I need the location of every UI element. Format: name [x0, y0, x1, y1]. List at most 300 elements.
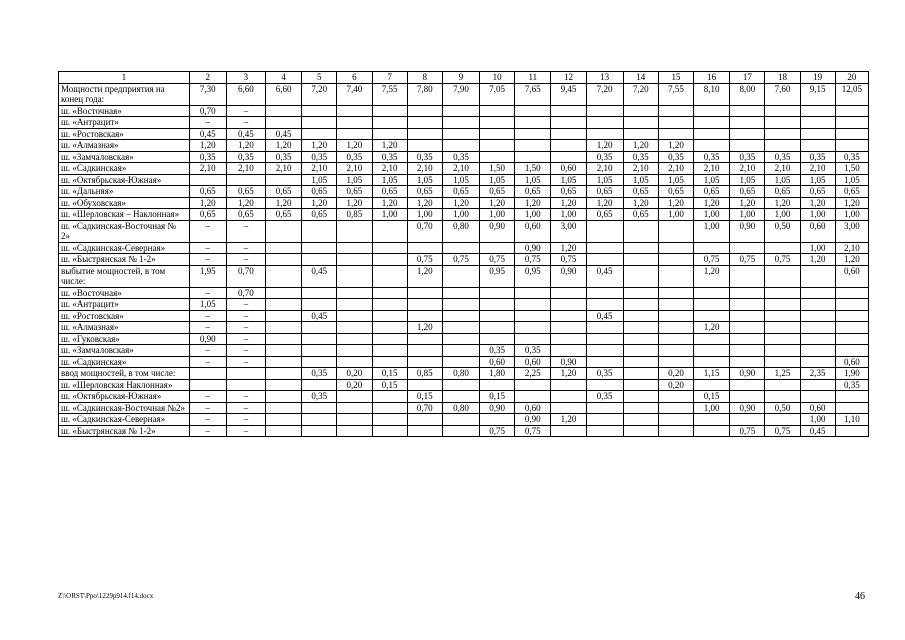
value-cell: [694, 242, 730, 254]
table-row: [59, 140, 869, 152]
row-label: ш. «Алмазная»: [59, 140, 190, 152]
value-cell: 1,20: [551, 242, 586, 254]
value-cell: 0,35: [765, 151, 800, 163]
value-cell: 2,10: [407, 163, 442, 175]
value-cell: [835, 128, 868, 140]
value-cell: 1,20: [480, 197, 515, 209]
value-cell: 7,55: [372, 83, 407, 105]
value-cell: 0,85: [407, 368, 442, 380]
table-row: [59, 197, 869, 209]
value-cell: 1,20: [694, 322, 730, 334]
value-cell: [551, 140, 586, 152]
value-cell: [407, 299, 442, 311]
value-cell: [623, 299, 658, 311]
value-cell: 1,00: [442, 209, 479, 221]
value-cell: [515, 333, 551, 345]
value-cell: 1,05: [694, 174, 730, 186]
value-cell: 0,65: [586, 186, 623, 198]
value-cell: [266, 287, 302, 299]
value-cell: 0,45: [189, 128, 226, 140]
table-row: [59, 265, 869, 287]
value-cell: [551, 345, 586, 357]
value-cell: [266, 333, 302, 345]
value-cell: 0,75: [515, 425, 551, 437]
value-cell: 0,35: [800, 151, 835, 163]
value-cell: 1,20: [694, 265, 730, 287]
value-cell: [337, 322, 372, 334]
value-cell: [800, 117, 835, 129]
value-cell: [694, 333, 730, 345]
value-cell: [372, 322, 407, 334]
value-cell: [765, 265, 800, 287]
value-cell: 0,65: [694, 186, 730, 198]
value-cell: [730, 299, 765, 311]
header-cell: 7: [372, 72, 407, 84]
value-cell: [586, 254, 623, 266]
value-cell: 1,05: [765, 174, 800, 186]
value-cell: 0,65: [515, 186, 551, 198]
value-cell: [302, 379, 337, 391]
value-cell: [730, 345, 765, 357]
value-cell: [480, 128, 515, 140]
value-cell: [730, 333, 765, 345]
value-cell: [623, 425, 658, 437]
value-cell: [266, 105, 302, 117]
value-cell: [337, 310, 372, 322]
header-cell: 8: [407, 72, 442, 84]
value-cell: [302, 345, 337, 357]
value-cell: [515, 299, 551, 311]
value-cell: 0,45: [266, 128, 302, 140]
row-label: ш. «Быстрянская № 1-2»: [59, 425, 190, 437]
value-cell: [515, 391, 551, 403]
value-cell: [337, 287, 372, 299]
value-cell: [372, 254, 407, 266]
value-cell: [480, 310, 515, 322]
value-cell: –: [189, 322, 226, 334]
value-cell: [407, 414, 442, 426]
header-cell: 14: [623, 72, 658, 84]
value-cell: [337, 391, 372, 403]
value-cell: 3,00: [551, 220, 586, 242]
table-row: [59, 254, 869, 266]
value-cell: –: [226, 345, 265, 357]
value-cell: [623, 368, 658, 380]
value-cell: [266, 425, 302, 437]
value-cell: [586, 299, 623, 311]
value-cell: [515, 310, 551, 322]
value-cell: 1,20: [337, 197, 372, 209]
value-cell: 0,45: [302, 265, 337, 287]
row-label: ш. «Дальняя»: [59, 186, 190, 198]
value-cell: [442, 345, 479, 357]
value-cell: 2,10: [765, 163, 800, 175]
table-row: [59, 163, 869, 175]
value-cell: [586, 414, 623, 426]
value-cell: [658, 265, 693, 287]
value-cell: [658, 425, 693, 437]
value-cell: 0,35: [372, 151, 407, 163]
value-cell: [442, 333, 479, 345]
value-cell: [730, 356, 765, 368]
value-cell: [800, 345, 835, 357]
value-cell: 0,65: [302, 209, 337, 221]
value-cell: [765, 117, 800, 129]
value-cell: 1,10: [835, 414, 868, 426]
value-cell: –: [189, 356, 226, 368]
value-cell: [407, 310, 442, 322]
value-cell: 2,25: [515, 368, 551, 380]
value-cell: 1,20: [302, 197, 337, 209]
value-cell: [765, 333, 800, 345]
value-cell: [266, 265, 302, 287]
value-cell: [765, 128, 800, 140]
row-label: ш. «Садкинская-Северная»: [59, 242, 190, 254]
table-row: [59, 220, 869, 242]
value-cell: 0,75: [480, 425, 515, 437]
value-cell: [337, 105, 372, 117]
value-cell: [302, 128, 337, 140]
table-row: [59, 368, 869, 380]
value-cell: [765, 322, 800, 334]
row-label: ш. «Октябрьская-Южная»: [59, 391, 190, 403]
table-row: [59, 242, 869, 254]
value-cell: 0,65: [226, 186, 265, 198]
header-cell: 10: [480, 72, 515, 84]
value-cell: 0,90: [189, 333, 226, 345]
table-row: [59, 379, 869, 391]
value-cell: [442, 128, 479, 140]
value-cell: 0,35: [694, 151, 730, 163]
capacity-table: [58, 71, 869, 437]
value-cell: [337, 425, 372, 437]
value-cell: 1,20: [515, 197, 551, 209]
value-cell: –: [189, 345, 226, 357]
value-cell: 1,20: [835, 197, 868, 209]
value-cell: [586, 287, 623, 299]
value-cell: 0,65: [226, 209, 265, 221]
value-cell: [372, 220, 407, 242]
value-cell: 2,10: [226, 163, 265, 175]
value-cell: 1,20: [658, 197, 693, 209]
value-cell: –: [189, 425, 226, 437]
row-label: ш. «Ростовская»: [59, 128, 190, 140]
value-cell: [337, 333, 372, 345]
value-cell: 1,20: [189, 197, 226, 209]
value-cell: 0,65: [480, 186, 515, 198]
value-cell: [407, 425, 442, 437]
value-cell: [302, 299, 337, 311]
value-cell: [694, 105, 730, 117]
value-cell: 0,35: [442, 151, 479, 163]
value-cell: [266, 356, 302, 368]
value-cell: [658, 105, 693, 117]
value-cell: [765, 299, 800, 311]
value-cell: 0,65: [623, 186, 658, 198]
value-cell: [372, 287, 407, 299]
value-cell: 0,60: [551, 163, 586, 175]
value-cell: 1,20: [372, 140, 407, 152]
header-cell: 11: [515, 72, 551, 84]
value-cell: 0,65: [658, 186, 693, 198]
value-cell: [730, 391, 765, 403]
value-cell: 1,20: [551, 197, 586, 209]
value-cell: 1,20: [694, 197, 730, 209]
value-cell: [515, 140, 551, 152]
row-label: ш. «Октябрьская-Южная»: [59, 174, 190, 186]
value-cell: 1,05: [730, 174, 765, 186]
row-label: ш. «Замчаловская»: [59, 345, 190, 357]
value-cell: [694, 128, 730, 140]
value-cell: [730, 287, 765, 299]
row-label: ввод мощностей, в том числе:: [59, 368, 190, 380]
value-cell: [694, 117, 730, 129]
value-cell: [835, 117, 868, 129]
value-cell: 1,50: [515, 163, 551, 175]
value-cell: 0,80: [442, 402, 479, 414]
value-cell: [515, 105, 551, 117]
value-cell: [302, 254, 337, 266]
value-cell: [407, 140, 442, 152]
value-cell: [515, 287, 551, 299]
value-cell: [302, 220, 337, 242]
table-row: [59, 117, 869, 129]
value-cell: 0,50: [765, 402, 800, 414]
value-cell: 0,15: [407, 391, 442, 403]
value-cell: [551, 379, 586, 391]
value-cell: 2,10: [302, 163, 337, 175]
value-cell: [658, 310, 693, 322]
value-cell: [800, 310, 835, 322]
value-cell: [226, 379, 265, 391]
value-cell: [730, 310, 765, 322]
value-cell: 1,00: [730, 209, 765, 221]
value-cell: 0,45: [800, 425, 835, 437]
value-cell: 2,10: [372, 163, 407, 175]
value-cell: [835, 140, 868, 152]
table-row: [59, 174, 869, 186]
value-cell: [658, 220, 693, 242]
value-cell: 1,20: [266, 140, 302, 152]
value-cell: –: [226, 105, 265, 117]
value-cell: 1,00: [835, 209, 868, 221]
table-row: [59, 356, 869, 368]
value-cell: 0,35: [480, 345, 515, 357]
value-cell: 0,60: [515, 402, 551, 414]
value-cell: 0,65: [586, 209, 623, 221]
value-cell: 0,90: [480, 402, 515, 414]
value-cell: [800, 379, 835, 391]
value-cell: 2,10: [694, 163, 730, 175]
value-cell: –: [189, 242, 226, 254]
row-label: ш. «Ростовская»: [59, 310, 190, 322]
value-cell: –: [226, 425, 265, 437]
value-cell: [623, 414, 658, 426]
value-cell: 0,60: [800, 402, 835, 414]
value-cell: [694, 299, 730, 311]
header-cell: 4: [266, 72, 302, 84]
value-cell: 0,65: [302, 186, 337, 198]
value-cell: [337, 265, 372, 287]
value-cell: [694, 356, 730, 368]
row-label: ш. «Садкинская-Северная»: [59, 414, 190, 426]
value-cell: [266, 174, 302, 186]
value-cell: [480, 299, 515, 311]
value-cell: [442, 379, 479, 391]
row-label: выбытие мощностей, в том числе:: [59, 265, 190, 287]
value-cell: [623, 379, 658, 391]
value-cell: [800, 322, 835, 334]
value-cell: [372, 414, 407, 426]
value-cell: [372, 105, 407, 117]
value-cell: 0,15: [372, 379, 407, 391]
table-row: [59, 299, 869, 311]
value-cell: 0,75: [407, 254, 442, 266]
value-cell: 0,65: [835, 186, 868, 198]
value-cell: 0,65: [337, 186, 372, 198]
value-cell: 1,05: [372, 174, 407, 186]
value-cell: 0,20: [337, 368, 372, 380]
value-cell: 1,20: [226, 140, 265, 152]
value-cell: [266, 345, 302, 357]
value-cell: 1,20: [189, 140, 226, 152]
value-cell: [442, 265, 479, 287]
value-cell: 7,30: [189, 83, 226, 105]
table-row: [59, 186, 869, 198]
value-cell: [586, 402, 623, 414]
value-cell: [266, 391, 302, 403]
value-cell: 1,05: [407, 174, 442, 186]
value-cell: [189, 174, 226, 186]
value-cell: [765, 414, 800, 426]
value-cell: 0,35: [586, 151, 623, 163]
value-cell: [765, 345, 800, 357]
value-cell: 0,75: [730, 254, 765, 266]
value-cell: [551, 128, 586, 140]
value-cell: [623, 220, 658, 242]
value-cell: 0,65: [765, 186, 800, 198]
table-row: [59, 209, 869, 221]
value-cell: 0,20: [337, 379, 372, 391]
value-cell: [730, 117, 765, 129]
row-label: ш. «Садкинская»: [59, 356, 190, 368]
value-cell: 2,35: [800, 368, 835, 380]
value-cell: –: [189, 254, 226, 266]
value-cell: [586, 128, 623, 140]
value-cell: –: [189, 287, 226, 299]
value-cell: [800, 128, 835, 140]
table-row: [59, 128, 869, 140]
value-cell: –: [189, 414, 226, 426]
value-cell: 0,90: [480, 220, 515, 242]
value-cell: [480, 242, 515, 254]
value-cell: 7,05: [480, 83, 515, 105]
value-cell: [730, 322, 765, 334]
value-cell: [800, 391, 835, 403]
value-cell: [658, 117, 693, 129]
header-cell: 3: [226, 72, 265, 84]
value-cell: 7,20: [586, 83, 623, 105]
value-cell: [658, 254, 693, 266]
value-cell: [442, 140, 479, 152]
value-cell: [835, 105, 868, 117]
value-cell: 1,05: [835, 174, 868, 186]
header-cell: 1: [59, 72, 190, 84]
value-cell: 0,35: [623, 151, 658, 163]
value-cell: 0,90: [730, 220, 765, 242]
value-cell: [765, 356, 800, 368]
value-cell: [623, 265, 658, 287]
value-cell: –: [189, 310, 226, 322]
value-cell: 0,65: [266, 186, 302, 198]
table-row: [59, 105, 869, 117]
value-cell: [189, 379, 226, 391]
value-cell: 2,10: [658, 163, 693, 175]
value-cell: [800, 299, 835, 311]
value-cell: 7,55: [658, 83, 693, 105]
value-cell: [835, 425, 868, 437]
header-cell: 16: [694, 72, 730, 84]
value-cell: [694, 310, 730, 322]
value-cell: [835, 287, 868, 299]
value-cell: 1,05: [515, 174, 551, 186]
value-cell: [515, 379, 551, 391]
value-cell: [800, 140, 835, 152]
value-cell: [800, 333, 835, 345]
value-cell: 0,70: [226, 287, 265, 299]
value-cell: [765, 310, 800, 322]
value-cell: [515, 151, 551, 163]
value-cell: [694, 379, 730, 391]
value-cell: 1,20: [266, 197, 302, 209]
value-cell: 0,60: [515, 220, 551, 242]
value-cell: [480, 140, 515, 152]
header-cell: 13: [586, 72, 623, 84]
table-row: [59, 414, 869, 426]
value-cell: [407, 333, 442, 345]
header-cell: 12: [551, 72, 586, 84]
value-cell: 0,35: [266, 151, 302, 163]
header-cell: 15: [658, 72, 693, 84]
value-cell: [515, 117, 551, 129]
value-cell: 1,05: [189, 299, 226, 311]
value-cell: [694, 140, 730, 152]
value-cell: [372, 310, 407, 322]
row-label: ш. «Шерловская – Наклонная»: [59, 209, 190, 221]
value-cell: 1,20: [407, 322, 442, 334]
value-cell: [586, 242, 623, 254]
data-table-container: [58, 71, 869, 437]
value-cell: [266, 242, 302, 254]
value-cell: [658, 128, 693, 140]
value-cell: [658, 299, 693, 311]
value-cell: –: [189, 391, 226, 403]
value-cell: 1,00: [800, 414, 835, 426]
value-cell: [623, 391, 658, 403]
value-cell: [407, 287, 442, 299]
value-cell: [337, 254, 372, 266]
value-cell: [372, 345, 407, 357]
value-cell: [480, 414, 515, 426]
value-cell: 1,20: [800, 197, 835, 209]
table-row: [59, 310, 869, 322]
value-cell: [658, 242, 693, 254]
value-cell: [372, 265, 407, 287]
header-row: [59, 72, 869, 84]
value-cell: [407, 128, 442, 140]
value-cell: [730, 265, 765, 287]
header-cell: 5: [302, 72, 337, 84]
